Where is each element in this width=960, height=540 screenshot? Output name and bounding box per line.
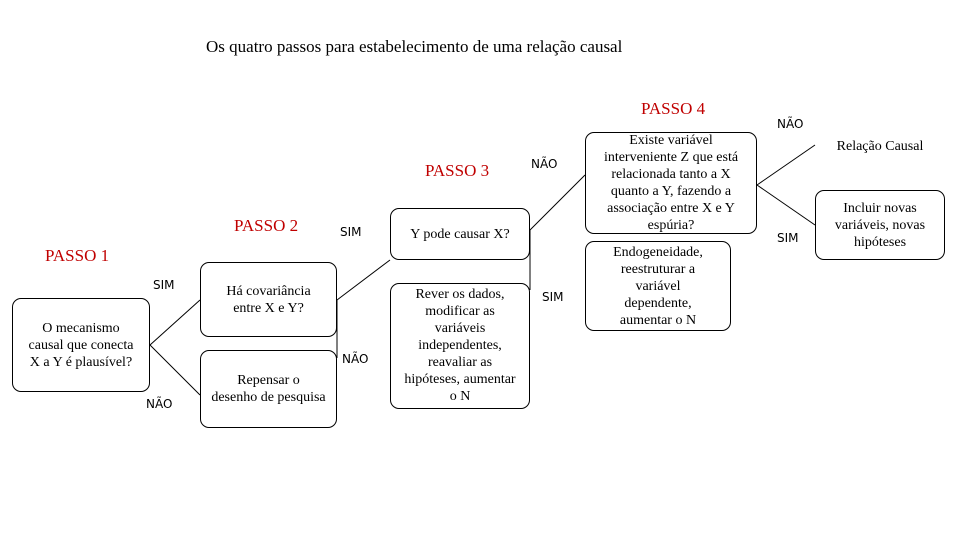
edge-mechanism-covariance — [150, 300, 200, 345]
edge-spurious-causal — [757, 145, 815, 185]
edge-label-4-yes: SIM — [777, 231, 799, 245]
edge-label-2-no: NÃO — [342, 352, 369, 366]
step-1-label: PASSO 1 — [45, 246, 110, 265]
node-reverse-causality: Y pode causar X? — [390, 208, 530, 260]
edge-covariance-reverse — [337, 260, 390, 300]
node-mechanism-plausible: O mecanismo causal que conecta X a Y é plausível? — [12, 298, 150, 392]
edge-label-4-no: NÃO — [777, 117, 804, 131]
node-redesign: Repensar o desenho de pesquisa — [200, 350, 337, 428]
step-2-label: PASSO 2 — [234, 216, 299, 235]
edge-label-2-yes: SIM — [340, 225, 362, 239]
node-covariance: Há covariância entre X e Y? — [200, 262, 337, 337]
edge-label-3-yes: SIM — [542, 290, 564, 304]
edge-label-1-yes: SIM — [153, 278, 175, 292]
step-3-label: PASSO 3 — [425, 161, 490, 180]
node-causal-relation: Relação Causal — [836, 138, 924, 154]
edge-spurious-newvars — [757, 185, 815, 225]
edge-label-3-no: NÃO — [531, 157, 558, 171]
node-review-data: Rever os dados, modificar as variáveis independentes, reavaliar as hipóteses, aumentar o N — [390, 283, 530, 409]
node-endogeneity: Endogeneidade, reestruturar a variável dependente, aumentar o N — [585, 241, 731, 331]
diagram-title: Os quatro passos para estabelecimento de uma relação causal — [206, 37, 623, 56]
edge-mechanism-redesign — [150, 345, 200, 395]
node-new-variables: Incluir novas variáveis, novas hipóteses — [815, 190, 945, 260]
node-spurious-variable: Existe variável interveniente Z que está relacionada tanto a X quanto a Y, fazendo a associação entre X e Y espúria? — [585, 132, 757, 234]
step-4-label: PASSO 4 — [641, 99, 706, 118]
edge-label-1-no: NÃO — [146, 397, 173, 411]
edge-reverse-spurious — [530, 175, 585, 230]
